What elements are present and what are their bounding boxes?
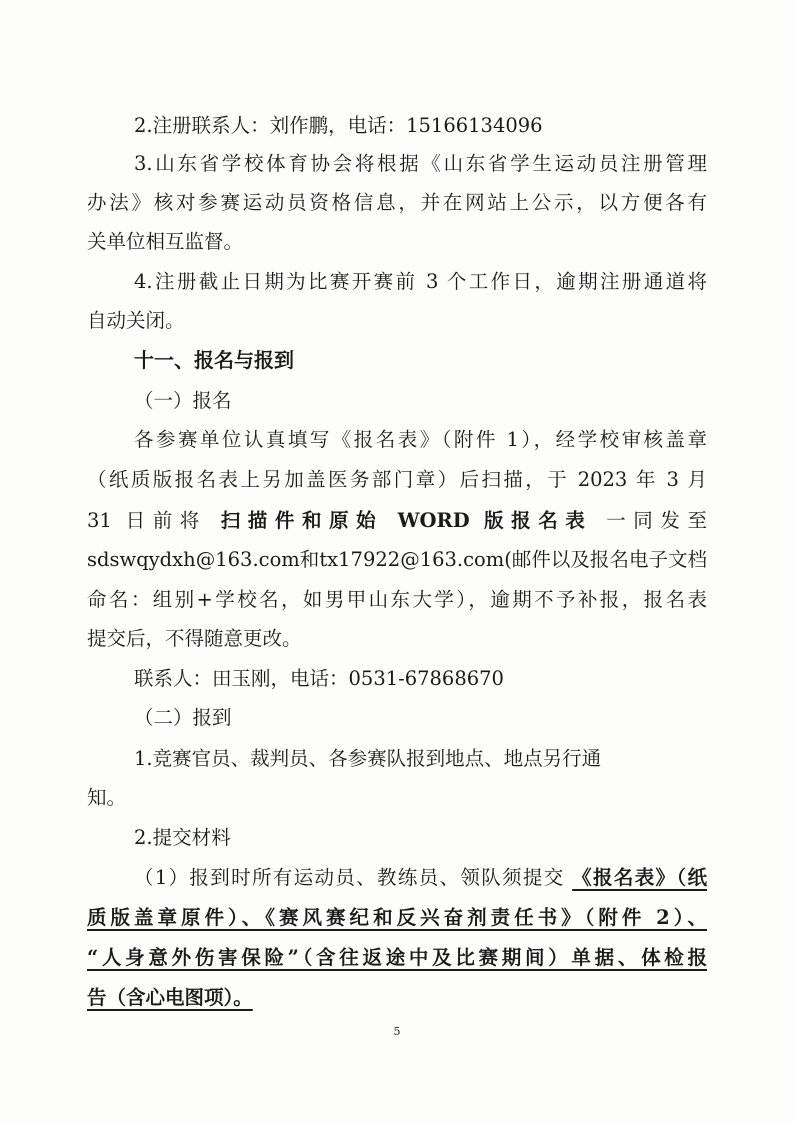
paragraph-line: 办法》核对参赛运动员资格信息，并在网站上公示，以方便各有 bbox=[87, 191, 707, 214]
paragraph-line: 自动关闭。 bbox=[87, 309, 185, 332]
emphasis-text: “人身意外伤害保险”（含往返途中及比赛期间）单据、体检报 bbox=[87, 946, 707, 969]
emphasis-text: 扫描件和原始 WORD 版报名表 bbox=[220, 509, 593, 532]
paragraph-line: 提交后，不得随意更改。 bbox=[87, 627, 302, 650]
contact-line: 联系人：田玉刚，电话：0531-67868670 bbox=[134, 667, 504, 690]
paragraph-line: 各参赛单位认真填写《报名表》（附件 1），经学校审核盖章 bbox=[134, 428, 707, 451]
paragraph-line bbox=[87, 984, 707, 1012]
paragraph-line: 2.提交材料 bbox=[134, 826, 231, 849]
email-line: sdswqydxh@163.com和tx17922@163.com(邮件以及报名电子文档 bbox=[87, 548, 707, 571]
contact-line: 2.注册联系人：刘作鹏，电话：15166134096 bbox=[134, 114, 543, 137]
page-number: 5 bbox=[393, 1025, 401, 1038]
paragraph-line: 1.竞赛官员、裁判员、各参赛队报到地点、地点另行通 bbox=[134, 747, 602, 770]
subsection-heading: （二）报到 bbox=[134, 706, 232, 729]
paragraph-line: 3.山东省学校体育协会将根据《山东省学生运动员注册管理 bbox=[134, 152, 707, 175]
paragraph-line: 4.注册截止日期为比赛开赛前 3 个工作日，逾期注册通道将 bbox=[134, 270, 707, 293]
paragraph-line: 命名：组别+学校名，如男甲山东大学），逾期不予补报，报名表 bbox=[87, 588, 707, 611]
text-span: （1）报到时所有运动员、教练员、领队须提交 bbox=[134, 866, 565, 889]
paragraph-line bbox=[87, 944, 707, 972]
paragraph-line bbox=[87, 904, 707, 932]
emphasis-text: 告（含心电图项）。 bbox=[87, 986, 253, 1009]
text-span: 31 日前将 bbox=[87, 509, 207, 532]
paragraph-line: 关单位相互监督。 bbox=[87, 230, 244, 253]
emphasis-text: 《报名表》（纸 bbox=[572, 866, 707, 889]
paragraph-line bbox=[87, 507, 707, 535]
emphasis-text: 质版盖章原件）、《赛风赛纪和反兴奋剂责任书》（附件 2）、 bbox=[87, 906, 707, 929]
subsection-heading: （一）报名 bbox=[134, 389, 232, 412]
paragraph-line bbox=[134, 864, 707, 892]
paragraph-line: 知。 bbox=[87, 786, 127, 809]
paragraph-line: （纸质版报名表上另加盖医务部门章）后扫描，于 2023 年 3 月 bbox=[87, 468, 707, 491]
section-heading: 十一、报名与报到 bbox=[134, 348, 294, 372]
text-span: 一同发至 bbox=[606, 509, 707, 532]
